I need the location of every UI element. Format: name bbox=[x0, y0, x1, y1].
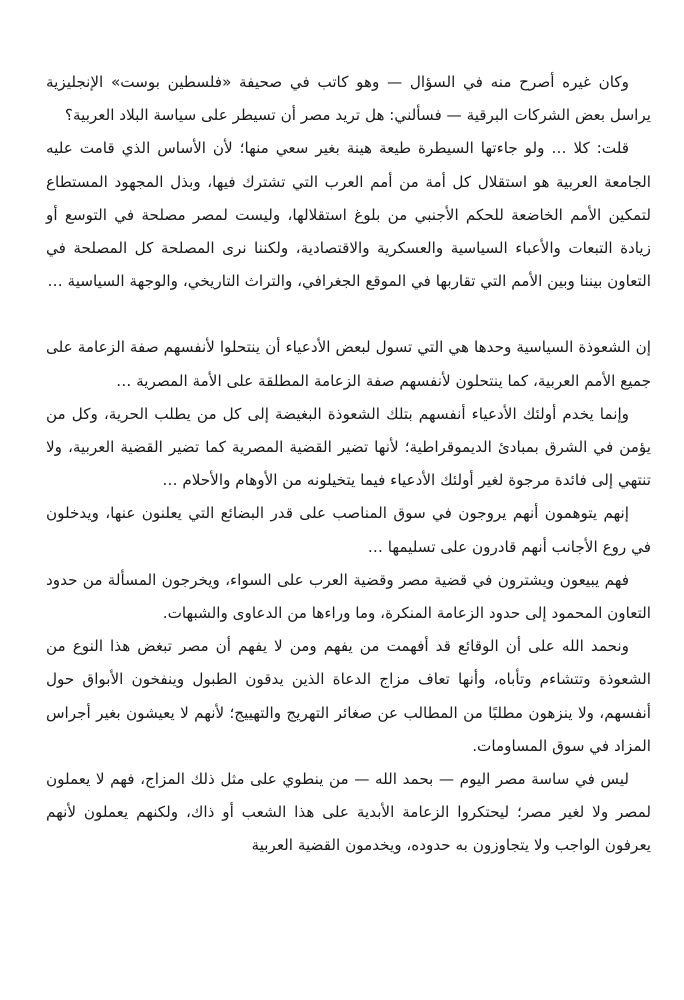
paragraph-6: فهم يبيعون ويشترون في قضية مصر وقضية العرب على السواء، ويخرجون المسألة من حدود التعاون المحمود إلى حدود الزعامة المنكرة، وما وراءها من الدعاوى والشبهات. bbox=[46, 570, 651, 623]
paragraph-3: إن الشعوذة السياسية وحدها هي التي تسول لبعض الأدعياء أن ينتحلوا لأنفسهم صفة الزعامة على جميع الأمم العربية، كما ينتحلون لأنفسهم صفة الزعامة المطلقة على الأمة المصرية … bbox=[46, 338, 651, 390]
document-page bbox=[46, 66, 651, 863]
paragraph-7: ونحمد الله على أن الوقائع قد أفهمت من يفهم ومن لا يفهم أن مصر تبغض هذا النوع من الشعوذة وتتشاءم وتأباه، وأنها تعاف مزاج الدعاة الذين يدقون الطبول وينفخون الأبواق حول أنفسهم، ولا ينزهون مطلبًا من المطالب عن صغائر التهريج والتهييج؛ لأنهم لا يعيشون بغير أجراس المزاد في سوق المساومات. bbox=[46, 637, 651, 755]
paragraph-5: إنهم يتوهمون أنهم يروجون في سوق المناصب على قدر البضائع التي يعلنون عنها، ويدخلون في روع الأجانب أنهم قادرون على تسليمها … bbox=[46, 504, 651, 556]
paragraph-1: وكان غيره أصرح منه في السؤال — وهو كاتب في صحيفة «فلسطين بوست» الإنجليزية يراسل بعض الشركات البرقية — فسألني: هل تريد مصر أن تسيطر على سياسة البلاد العربية؟ bbox=[46, 73, 651, 125]
section-gap bbox=[46, 298, 651, 331]
paragraph-2: قلت: كلا … ولو جاءتها السيطرة طيعة هينة بغير سعي منها؛ لأن الأساس الذي قامت عليه الجامعة العربية هو استقلال كل أمة من أمم العرب التي تشترك فيها، وبذل المجهود المستطاع لتمكين الأمم الخاضعة للحكم الأجنبي من بلوغ استقلالها، وليست لمصر مصلحة في التوسع أو زيادة التبعات والأعباء السياسية والعسكرية والاقتصادية، ولكننا نرى المصلحة كل المصلحة في التعاون بيننا وبين الأمم التي تقاربها في الموقع الجغرافي، والتراث التاريخي، والوجهة السياسية … bbox=[46, 139, 651, 291]
paragraph-8: ليس في ساسة مصر اليوم — بحمد الله — من ينطوي على مثل ذلك المزاج، فهم لا يعملون لمصر ولا لغير مصر؛ ليحتكروا الزعامة الأبدية على هذا الشعب أو ذاك، ولكنهم يعملون لأنهم يعرفون الواجب ولا يتجاوزون به حدوده، ويخدمون القضية العربية bbox=[46, 770, 651, 855]
paragraph-4: وإنما يخدم أولئك الأدعياء أنفسهم بتلك الشعوذة البغيضة إلى كل من يطلب الحرية، وكل من يؤمن في الشرق بمبادئ الديموقراطية؛ لأنها تضير القضية المصرية كما تضير القضية العربية، ولا تنتهي إلى فائدة مرجوة لغير أولئك الأدعياء فيما يتخيلونه من الأوهام والأحلام … bbox=[46, 404, 651, 490]
